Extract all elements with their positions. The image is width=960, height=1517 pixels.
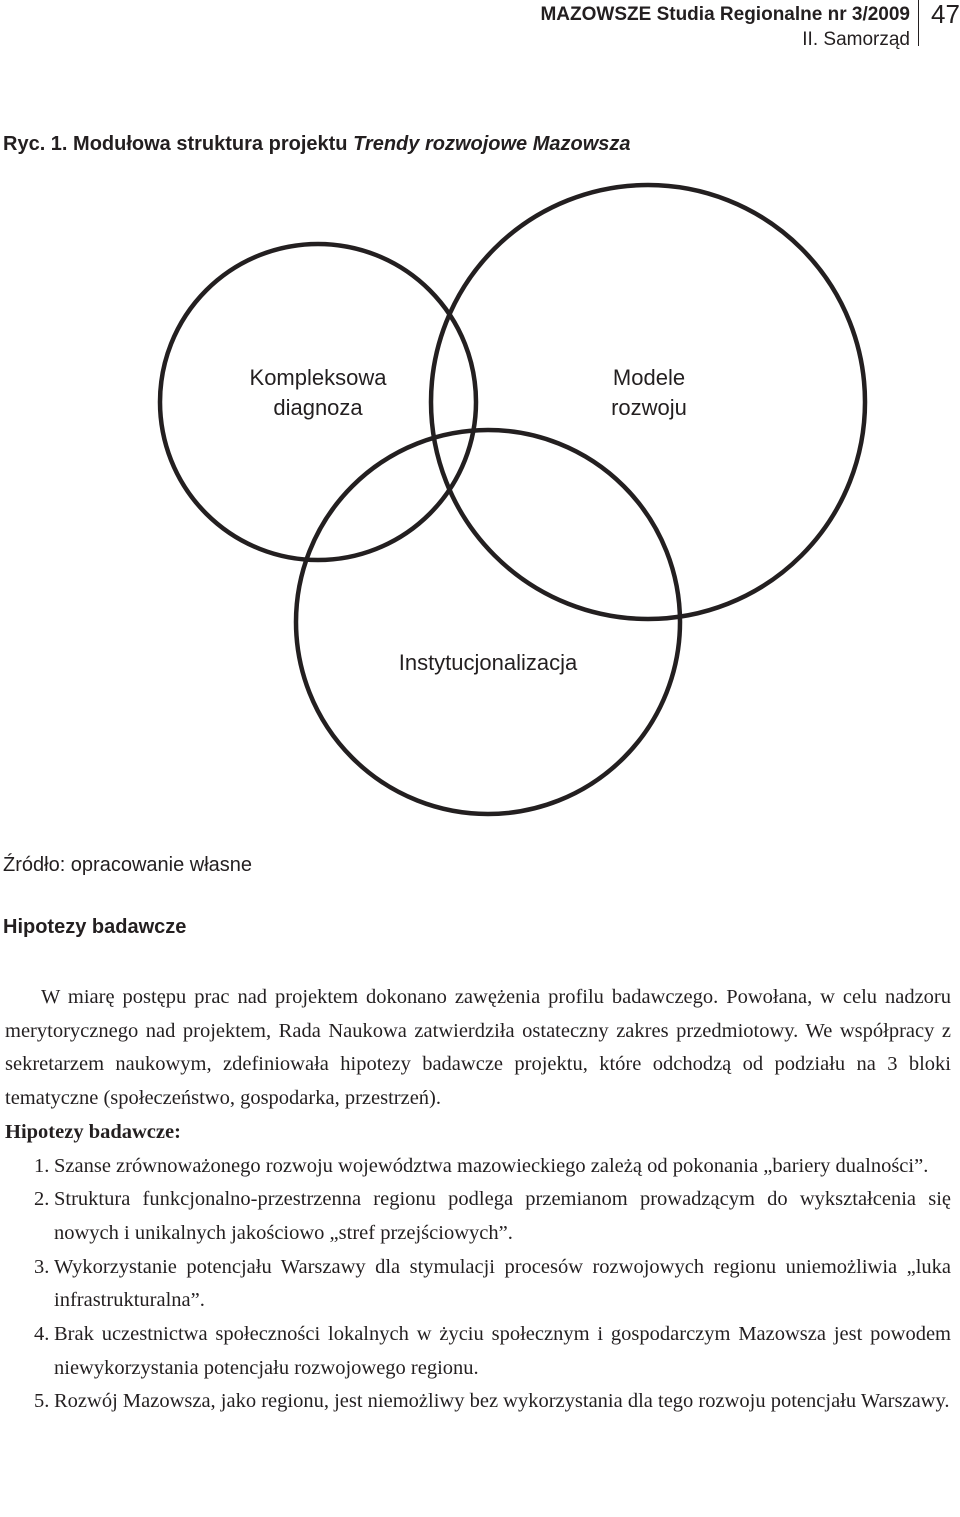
figure-caption-prefix: Ryc. 1. Modułowa struktura projektu — [3, 133, 354, 155]
label-instytucjonalizacja — [358, 648, 618, 678]
list-item-number: 1. — [34, 1154, 50, 1177]
circle-instytucjonalizacja — [296, 430, 680, 814]
list-item-text: Wykorzystanie potencjału Warszawy dla stymulacji procesów rozwojowych regionu uniemożliwia „luka infrastrukturalna”. — [54, 1255, 951, 1312]
list-item — [5, 1385, 951, 1419]
hypotheses-subheading: Hipotezy badawcze: — [5, 1120, 181, 1143]
intro-paragraph: W miarę postępu prac nad projektem dokonano zawężenia profilu badawczego. Powołana, w celu nadzoru merytorycznego nad projektem, Rada Naukowa zatwierdziła ostateczny zakres przedmiotowy. We współpracy z sekretarzem naukowym, zdefiniowała hipotezy badawcze projektu, które odchodzą od podziału na 3 bloki tematyczne (społeczeństwo, gospodarka, przestrzeń). — [5, 986, 951, 1110]
list-item — [5, 1183, 951, 1250]
list-item-number: 4. — [34, 1323, 50, 1346]
list-item-number: 5. — [34, 1390, 50, 1413]
list-item-text: Struktura funkcjonalno-przestrzenna regionu podlega przemianom prowadzącym do wykształcenia się nowych i unikalnych jakościowo „stref przejściowych”. — [54, 1188, 951, 1244]
hypotheses-list — [5, 1150, 951, 1420]
body-text — [5, 981, 951, 1419]
label-modele-rozwoju — [549, 363, 749, 423]
list-item — [5, 1318, 951, 1385]
label-modele-line1: Modele — [612, 365, 686, 390]
section-name: II. Samorząd — [802, 29, 910, 50]
list-item-text: Szanse zrównoważonego rozwoju województwa mazowieckiego zależą od pokonania „bariery dualności”. — [54, 1154, 929, 1177]
figure-caption-title: Trendy rozwojowe Mazowsza — [353, 133, 631, 155]
list-item-number: 3. — [34, 1255, 50, 1278]
page-number: 47 — [931, 0, 960, 29]
list-item-number: 2. — [34, 1188, 50, 1211]
figure-source: Źródło: opracowanie własne — [3, 854, 253, 876]
label-kompleksowa-line1: Kompleksowa — [249, 365, 387, 390]
list-item — [5, 1150, 951, 1184]
journal-title: MAZOWSZE Studia Regionalne nr 3/2009 — [540, 4, 910, 25]
label-kompleksowa-diagnoza — [218, 363, 418, 423]
label-modele-line2: rozwoju — [611, 395, 687, 420]
label-instytucjonalizacja-line1: Instytucjonalizacja — [398, 650, 578, 675]
label-kompleksowa-line2: diagnoza — [273, 395, 363, 420]
list-item-text: Brak uczestnictwa społeczności lokalnych w życiu społecznym i gospodarczym Mazowsza jest powodem niewykorzystania potencjału rozwojowego regionu. — [54, 1323, 951, 1379]
list-item-text: Rozwój Mazowsza, jako regionu, jest niemożliwy bez wykorzystania dla tego rozwoju potencjału Warszawy. — [54, 1390, 950, 1413]
section-heading: Hipotezy badawcze — [3, 916, 187, 938]
list-item — [5, 1251, 951, 1318]
